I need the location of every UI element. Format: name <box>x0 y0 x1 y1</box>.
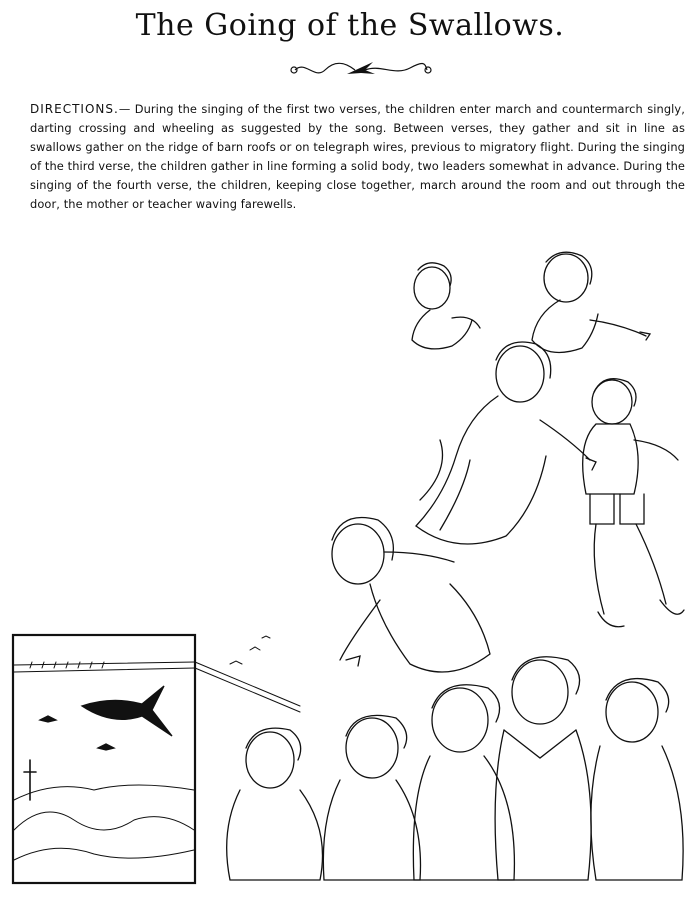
crouching-girl <box>332 518 490 673</box>
running-girl <box>416 342 596 544</box>
seated-children-row <box>227 657 683 880</box>
boy-in-shorts <box>583 379 684 627</box>
swallow-ornament <box>285 56 435 84</box>
running-child-2 <box>532 252 650 352</box>
directions-paragraph <box>30 100 685 214</box>
page-title: The Going of the Swallows. <box>135 8 565 43</box>
directions-label: DIRECTIONS. <box>30 102 119 116</box>
directions-text: — During the singing of the first two verses, the children enter march and countermarch singly, darting crossing and wheeling as suggested by the song. Between verses, they gather and sit in line as swallows gather on the ridge of barn roofs or on telegraph wires, previous to migratory flight. During the singing of the third verse, the children gather in line forming a solid body, two leaders somewhat in advance. During the singing of the fourth verse, the children, keeping close together, march around the room and out through the door, the mother or teacher waving farewells. <box>30 102 685 211</box>
running-child-1 <box>412 263 480 349</box>
